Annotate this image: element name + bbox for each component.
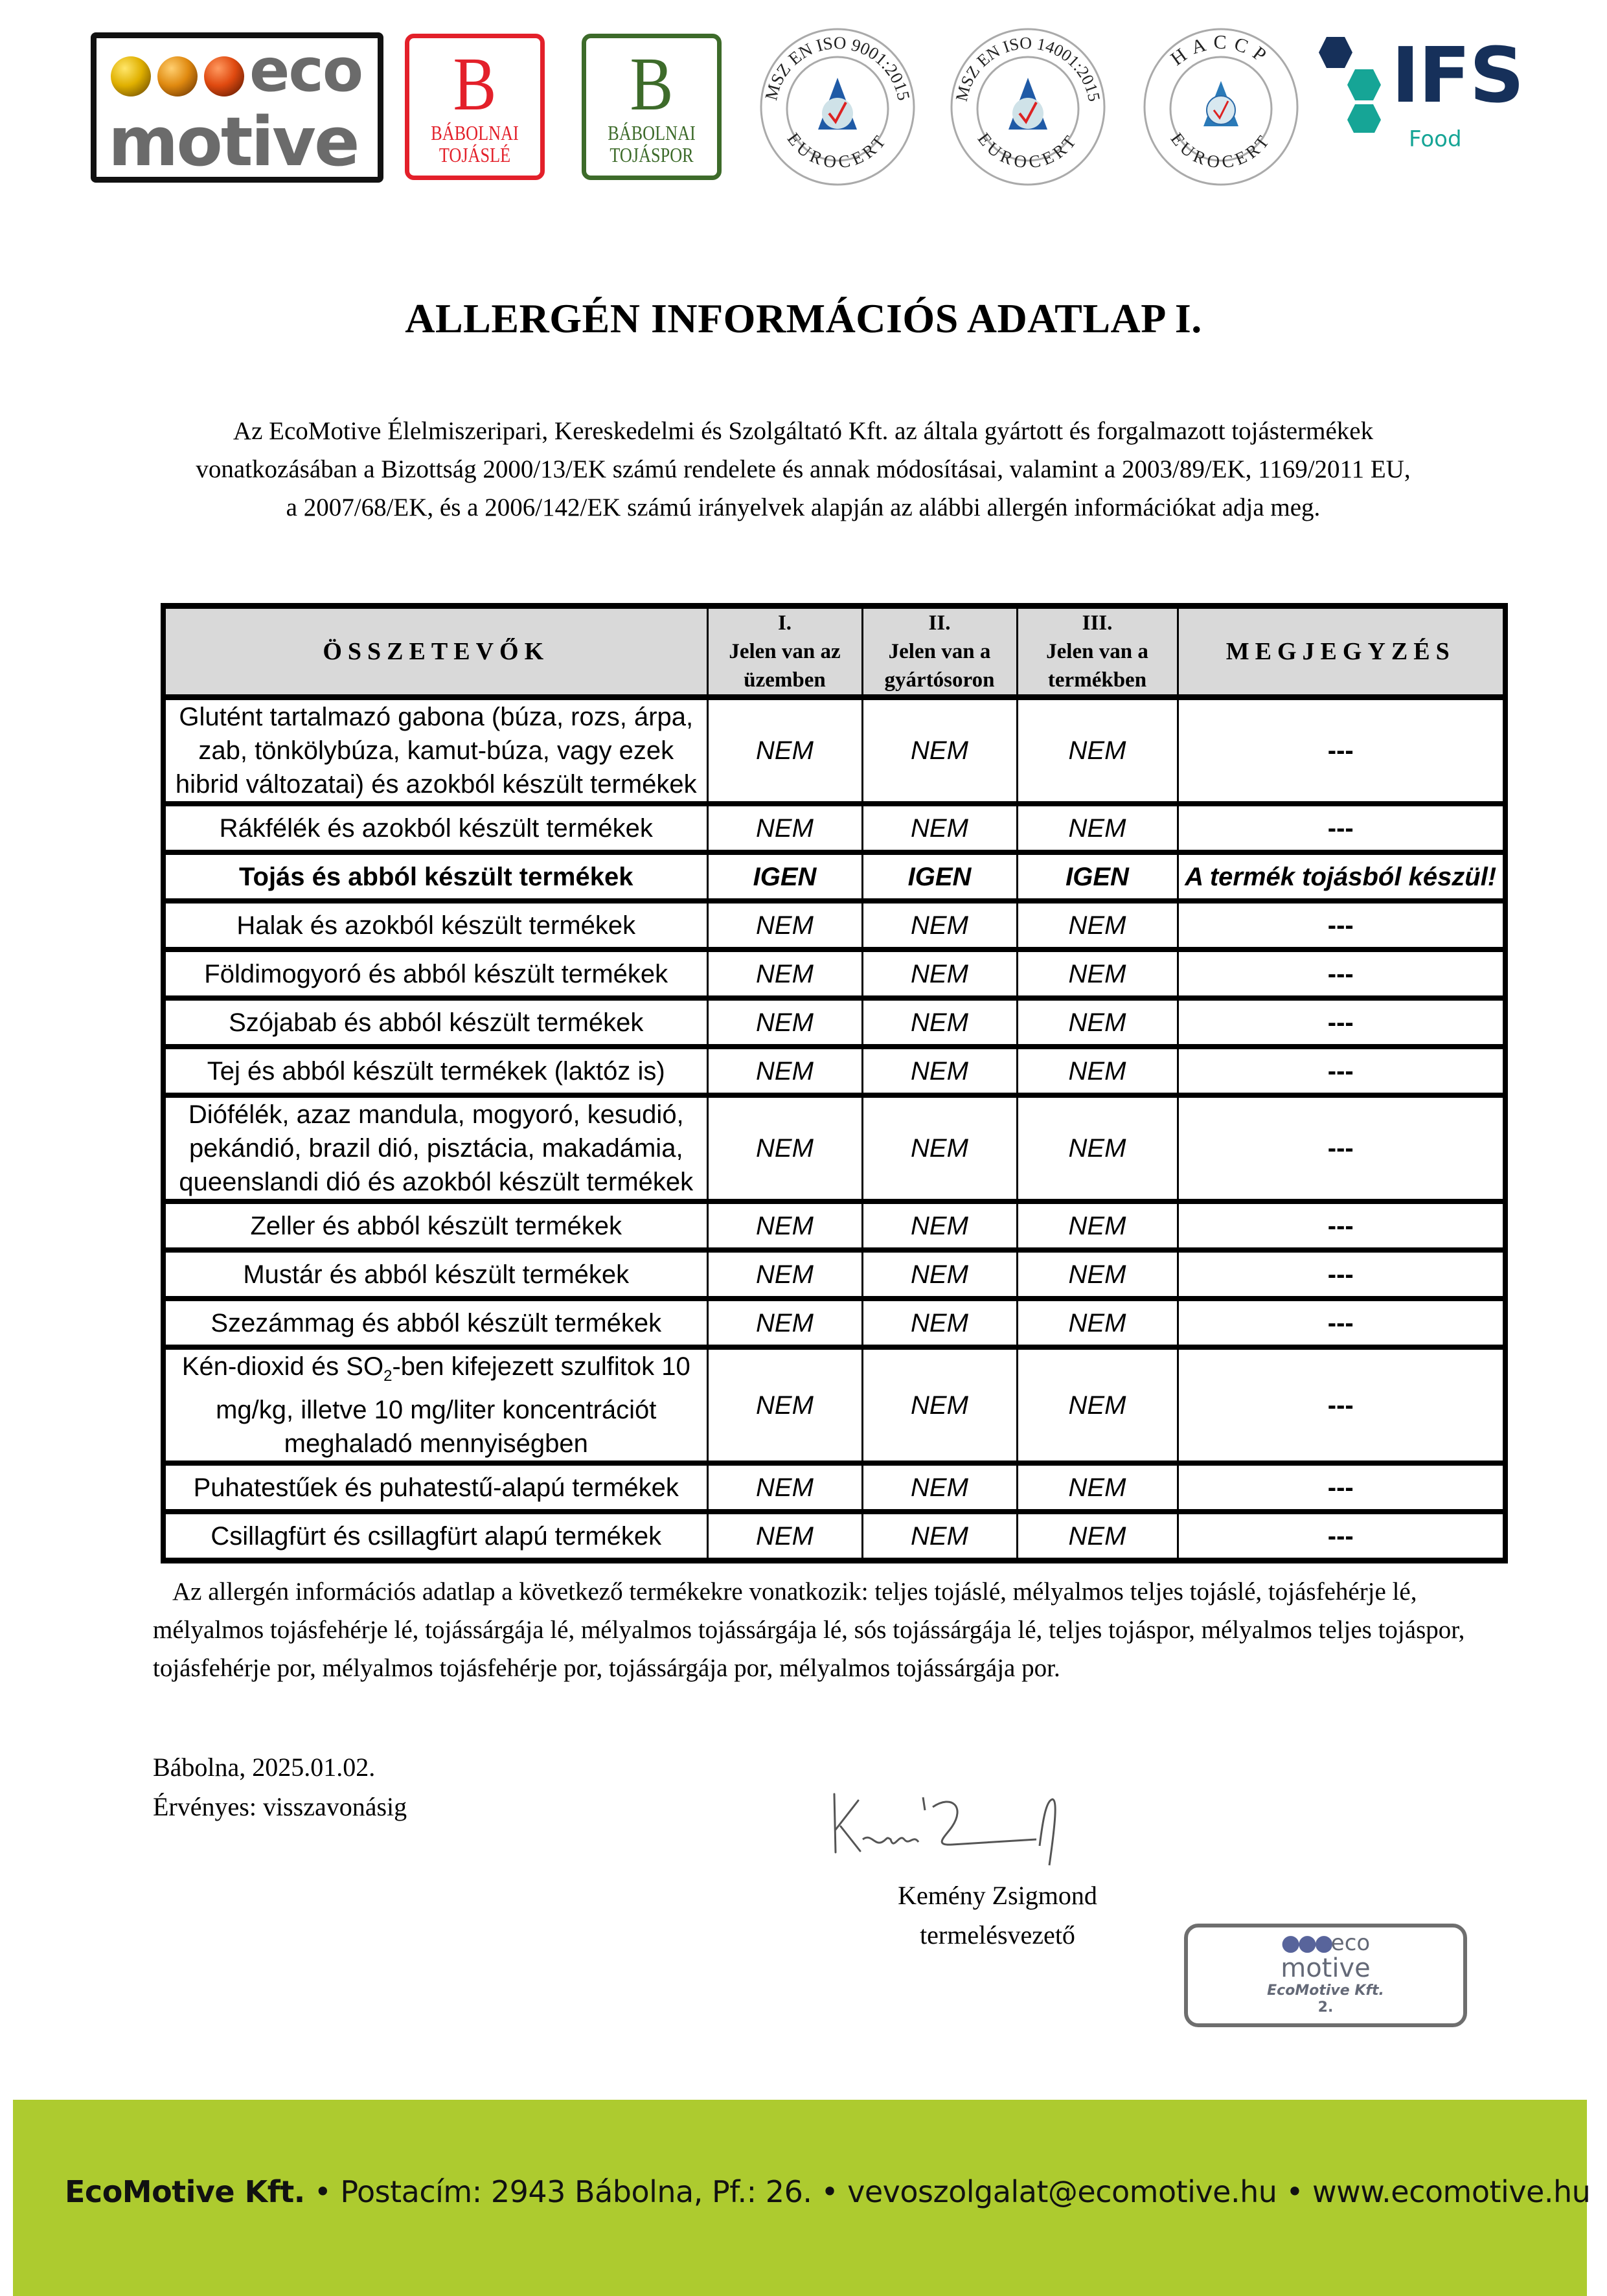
stamp-line-1	[1188, 1931, 1463, 1955]
logo-line-2: TOJÁSLÉ	[439, 142, 511, 166]
place-date-block	[153, 1747, 407, 1826]
signer-title: termelésvezető	[920, 1920, 1075, 1949]
ingredient-subscript: 2	[383, 1367, 393, 1385]
cert-top-text: MSZ EN ISO 14001:2015	[952, 33, 1104, 104]
note-cell: ---	[1178, 1512, 1505, 1561]
product-cell: NEM	[1017, 1299, 1178, 1347]
header-product	[1017, 606, 1178, 698]
header-production-line	[862, 606, 1017, 698]
note-cell: ---	[1178, 1201, 1505, 1250]
footer-email-link[interactable]: vevoszolgalat@ecomotive.hu	[847, 2174, 1277, 2209]
plant-cell: NEM	[707, 949, 862, 998]
cert-top-text: MSZ EN ISO 9001:2015	[761, 32, 914, 102]
stamp-eco-text: eco	[1330, 1930, 1371, 1956]
svg-text:EUROCERT	[974, 129, 1082, 172]
ingredient-cell: Mustár és abból készült termékek	[163, 1250, 707, 1299]
note-cell: ---	[1178, 998, 1505, 1047]
cert-top-text: HACCP	[1167, 31, 1275, 71]
table-row	[163, 698, 1505, 804]
plant-cell: NEM	[707, 1250, 862, 1299]
ifs-hexagons-icon	[1315, 29, 1386, 133]
products-note-paragraph: Az allergén információs adatlap a következő termékekre vonatkozik: teljes tojáslé, mélyalmos teljes tojáslé, tojásfehérje lé, mélyalmos tojásfehérje lé, tojássárgája lé, mélyalmos tojássárgája lé, sós tojássárgája lé, teljes tojáspor, mélyalmos teljes tojáspor, tojásfehérje por, mélyalmos tojásfehérje por, tojássárgája por, mélyalmos tojássárgája por.	[153, 1578, 1465, 1682]
table-row	[163, 1201, 1505, 1250]
yellow-dot-icon	[111, 56, 151, 97]
red-dot-icon	[204, 56, 244, 97]
cert-seal-icon	[947, 26, 1109, 188]
header-plant-label: Jelen van az üzemben	[729, 640, 841, 692]
ingredient-cell: Glutént tartalmazó gabona (búza, rozs, árpa, zab, tönkölybúza, kamut-búza, vagy ezek hibrid változatai) és azokból készült termékek	[163, 698, 707, 804]
ingredient-cell: Halak és azokból készült termékek	[163, 901, 707, 949]
ingredient-cell: Csillagfürt és csillagfürt alapú termékek	[163, 1512, 707, 1561]
ingredient-cell: Diófélék, azaz mandula, mogyoró, kesudió, pekándió, brazil dió, pisztácia, makadámia, queenslandi dió és azokból készült termékek	[163, 1095, 707, 1201]
plant-cell: NEM	[707, 1299, 862, 1347]
ingredient-cell: Tej és abból készült termékek (laktóz is)	[163, 1047, 707, 1095]
svg-text:EUROCERT	[784, 129, 892, 172]
product-cell: NEM	[1017, 804, 1178, 852]
table-row	[163, 1299, 1505, 1347]
product-cell: NEM	[1017, 1201, 1178, 1250]
product-cell: NEM	[1017, 998, 1178, 1047]
header-product-label: Jelen van a termékben	[1046, 640, 1148, 692]
ingredient-cell: Rákfélék és azokból készült termékek	[163, 804, 707, 852]
line-cell: NEM	[862, 998, 1017, 1047]
cert-seal-icon	[757, 26, 918, 188]
logo-word-motive: motive	[108, 102, 358, 181]
note-cell: ---	[1178, 698, 1505, 804]
footer-band	[13, 2100, 1591, 2296]
stamp-line-2: motive	[1281, 1953, 1371, 1983]
babolnai-tojasle-logo	[405, 34, 545, 180]
ingredient-cell: Puhatestűek és puhatestű-alapú termékek	[163, 1463, 707, 1512]
footer-website-link[interactable]: www.ecomotive.hu	[1312, 2174, 1591, 2209]
logo-line-1: BÁBOLNAI	[431, 121, 519, 144]
table-header-row	[163, 606, 1505, 698]
cert-seal-icon	[1140, 26, 1302, 188]
plant-cell: NEM	[707, 1347, 862, 1463]
ingredient-cell: Tojás és abból készült termékek	[163, 852, 707, 901]
table-row	[163, 1047, 1505, 1095]
orange-dot-icon	[157, 56, 198, 97]
table-row	[163, 998, 1505, 1047]
line-cell: NEM	[862, 1463, 1017, 1512]
line-cell: NEM	[862, 1347, 1017, 1463]
header-plant-number: I.	[777, 611, 792, 635]
line-cell: NEM	[862, 901, 1017, 949]
plant-cell: NEM	[707, 901, 862, 949]
note-cell: ---	[1178, 901, 1505, 949]
note-cell: ---	[1178, 1463, 1505, 1512]
ingredient-cell	[163, 1347, 707, 1463]
plant-cell: NEM	[707, 1201, 862, 1250]
plant-cell: NEM	[707, 1463, 862, 1512]
footer-separator: •	[313, 2174, 332, 2209]
plant-cell: NEM	[707, 804, 862, 852]
note-cell: ---	[1178, 949, 1505, 998]
line-cell: NEM	[862, 1047, 1017, 1095]
plant-cell: NEM	[707, 1095, 862, 1201]
table-row-egg	[163, 852, 1505, 901]
line-cell: NEM	[862, 1250, 1017, 1299]
table-row	[163, 901, 1505, 949]
line-cell: NEM	[862, 949, 1017, 998]
footer-company: EcoMotive Kft.	[65, 2174, 305, 2209]
ingredient-cell: Szezámmag és abból készült termékek	[163, 1299, 707, 1347]
logo-line-1: BÁBOLNAI	[608, 121, 696, 144]
document-title: ALLERGÉN INFORMÁCIÓS ADATLAP I.	[405, 295, 1202, 341]
ifs-food-logo	[1315, 29, 1535, 159]
ingredient-text-pre: Kén-dioxid és SO	[181, 1352, 384, 1381]
note-cell: ---	[1178, 1347, 1505, 1463]
cert-bottom-text: EUROCERT	[783, 129, 892, 172]
ecomotive-logo	[91, 32, 383, 183]
header-note: MEGJEGYZÉS	[1178, 606, 1505, 698]
product-cell: NEM	[1017, 1512, 1178, 1561]
header-plant	[707, 606, 862, 698]
line-cell: IGEN	[862, 852, 1017, 901]
ingredient-cell: Szójabab és abból készült termékek	[163, 998, 707, 1047]
note-cell: ---	[1178, 1095, 1505, 1201]
plant-cell: NEM	[707, 1047, 862, 1095]
plant-cell: NEM	[707, 1512, 862, 1561]
cert-bottom-text: EUROCERT	[1167, 129, 1275, 172]
table-row	[163, 1250, 1505, 1299]
line-cell: NEM	[862, 1095, 1017, 1201]
footer-address: Postacím: 2943 Bábolna, Pf.: 26.	[340, 2174, 812, 2209]
footer-separator: •	[1286, 2174, 1304, 2209]
ifs-food-label: Food	[1409, 126, 1462, 152]
product-cell: IGEN	[1017, 852, 1178, 901]
logo-letter: B	[453, 41, 497, 126]
plant-cell: NEM	[707, 698, 862, 804]
babolnai-tojaspor-logo	[582, 34, 722, 180]
header-product-number: III.	[1082, 611, 1113, 635]
ingredient-cell: Földimogyoró és abból készült termékek	[163, 949, 707, 998]
logo-line-2: TOJÁSPOR	[610, 142, 694, 166]
table-row	[163, 804, 1505, 852]
signature-icon	[823, 1775, 1159, 1872]
logo-word-eco: eco	[249, 36, 363, 105]
place-date: Bábolna, 2025.01.02.	[153, 1753, 376, 1782]
company-stamp	[1184, 1924, 1467, 2027]
signer-block	[836, 1876, 1159, 1955]
iso-9001-cert-seal	[757, 26, 918, 188]
product-cell: NEM	[1017, 1095, 1178, 1201]
line-cell: NEM	[862, 804, 1017, 852]
plant-cell: IGEN	[707, 852, 862, 901]
product-cell: NEM	[1017, 1347, 1178, 1463]
stamp-company: EcoMotive Kft.	[1267, 1983, 1384, 1999]
table-row	[163, 1512, 1505, 1561]
product-cell: NEM	[1017, 1250, 1178, 1299]
cert-bottom-text: EUROCERT	[974, 129, 1082, 172]
allergen-table	[161, 603, 1508, 1563]
haccp-cert-seal	[1140, 26, 1302, 188]
line-cell: NEM	[862, 1201, 1017, 1250]
table-row	[163, 1463, 1505, 1512]
validity: Érvényes: visszavonásig	[153, 1792, 407, 1821]
footer-separator: •	[821, 2174, 839, 2209]
header-ingredients: ÖSSZETEVŐK	[163, 606, 707, 698]
table-row	[163, 949, 1505, 998]
header-line-number: II.	[928, 611, 951, 635]
svg-text:HACCP	[1167, 32, 1275, 70]
product-cell: NEM	[1017, 698, 1178, 804]
line-cell: NEM	[862, 1512, 1017, 1561]
logo-letter: B	[630, 41, 674, 126]
note-cell: ---	[1178, 1299, 1505, 1347]
note-cell: ---	[1178, 1250, 1505, 1299]
product-cell: NEM	[1017, 1463, 1178, 1512]
intro-paragraph: Az EcoMotive Élelmiszeripari, Kereskedelmi és Szolgáltató Kft. az általa gyártott és forgalmazott tojástermékek vonatkozásában a Bizottság 2000/13/EK számú rendelete és annak módosításai, valamint a 2003/89/EK, 1169/2011 EU, a 2007/68/EK, és a 2006/142/EK számú irányelvek alapján az alábbi allergén információkat adja meg.	[196, 417, 1411, 521]
note-cell: ---	[1178, 1047, 1505, 1095]
table-row	[163, 1347, 1505, 1463]
plant-cell: NEM	[707, 998, 862, 1047]
product-cell: NEM	[1017, 901, 1178, 949]
product-cell: NEM	[1017, 1047, 1178, 1095]
ecomotive-dots-icon	[111, 56, 244, 97]
header-line-label: Jelen van a gyártósoron	[884, 640, 995, 692]
note-cell: ---	[1178, 804, 1505, 852]
product-cell: NEM	[1017, 949, 1178, 998]
stamp-number: 2.	[1317, 1999, 1334, 2016]
note-cell: A termék tojásból készül!	[1178, 852, 1505, 901]
table-row	[163, 1095, 1505, 1201]
line-cell: NEM	[862, 698, 1017, 804]
signer-name: Kemény Zsigmond	[898, 1881, 1097, 1910]
line-cell: NEM	[862, 1299, 1017, 1347]
ingredient-cell: Zeller és abból készült termékek	[163, 1201, 707, 1250]
footer-contact-line	[65, 2174, 1590, 2209]
iso-14001-cert-seal	[947, 26, 1109, 188]
svg-text:EUROCERT	[1167, 129, 1275, 172]
ingredient-text-post: -ben kifejezett szulfitok 10 mg/kg, illetve 10 mg/liter koncentrációt meghaladó mennyiségben	[216, 1352, 690, 1458]
stamp-dots-icon: ●●●	[1281, 1930, 1331, 1956]
ifs-wordmark: IFS	[1391, 30, 1523, 120]
